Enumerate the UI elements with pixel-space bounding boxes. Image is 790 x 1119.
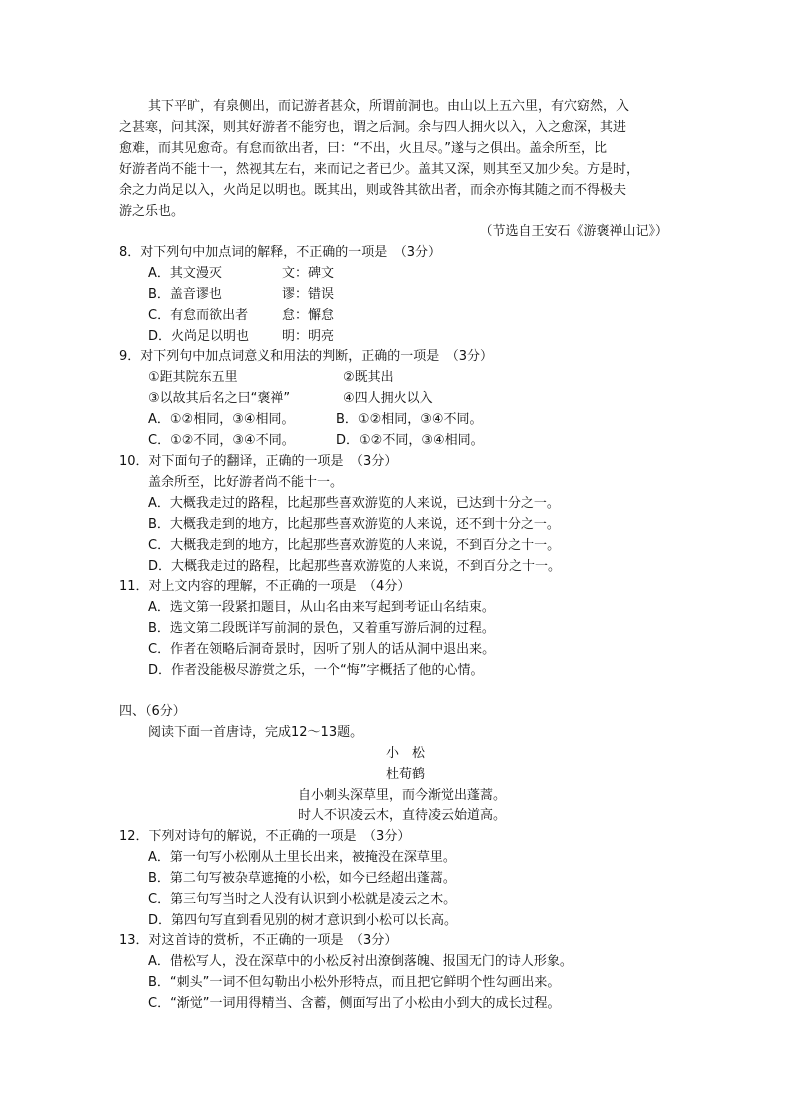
- question-stem: 10．对下面句子的翻译，正确的一项是 （3分）: [119, 454, 398, 469]
- passage-source: （节选自王安石《游褒禅山记》）: [479, 224, 668, 239]
- option-b: B．“刺头”一词不但勾勒出小松外形特点，而且把它鲜明个性勾画出来。: [148, 975, 561, 990]
- option-b: B．盖音谬也: [148, 287, 222, 302]
- question-stem: 11．对上文内容的理解，不正确的一项是 （4分）: [119, 579, 411, 594]
- question-stem: 8．对下列句中加点词的解释，不正确的一项是 （3分）: [119, 245, 442, 260]
- option-d: D．作者没能极尽游赏之乐，一个“悔”字概括了他的心情。: [148, 663, 484, 678]
- question-stem: 9．对下列句中加点词意义和用法的判断，正确的一项是 （3分）: [119, 349, 494, 364]
- option-b: B．选文第二段既详写前洞的景色，又着重写游后洞的过程。: [148, 621, 495, 636]
- passage-line: 游之乐也。: [119, 204, 185, 219]
- option-a: A．①②相同，③④相同。: [148, 412, 295, 427]
- passage-line: 愈难，而其见愈奇。有怠而欲出者，曰：“不出，火且尽。”遂与之俱出。盖余所至，比: [119, 141, 607, 156]
- option-b: B．第二句写被杂草遮掩的小松，如今已经超出蓬蒿。: [148, 871, 456, 886]
- option-a: A．选文第一段紧扣题目，从山名由来写起到考证山名结束。: [148, 600, 495, 615]
- option-b: B．大概我走到的地方，比起那些喜欢游览的人来说，还不到十分之一。: [148, 517, 560, 532]
- option-c: C．大概我走到的地方，比起那些喜欢游览的人来说，不到百分之十一。: [148, 538, 561, 553]
- passage-line: 余之力尚足以入，火尚足以明也。既其出，则或咎其欲出者，而余亦悔其随之而不得极夫: [119, 183, 627, 198]
- item-2: ②既其出: [343, 370, 394, 385]
- passage-line: 好游者尚不能十一，然视其左右，来而记之者已少。盖其又深，则其至又加少矣。方是时，: [119, 162, 640, 177]
- option-b: B．①②相同，③④不同。: [336, 412, 483, 427]
- poem-line: 时人不识凌云木，直待凌云始道高。: [298, 808, 507, 823]
- option-a: A．借松写人，没在深草中的小松反衬出潦倒落魄、报国无门的诗人形象。: [148, 954, 573, 969]
- item-3: ③以故其后名之曰“褒禅”: [148, 391, 291, 406]
- option-d: D．①②不同，③④相同。: [336, 433, 484, 448]
- section-heading: 四、（6分）: [119, 704, 186, 719]
- option-c: C．“渐觉”一词用得精当、含蓄，侧面写出了小松由小到大的成长过程。: [148, 996, 561, 1011]
- question-stem: 12．下列对诗句的解说，不正确的一项是 （3分）: [119, 829, 411, 844]
- question-sentence: 盖余所至，比好游者尚不能十一。: [148, 475, 344, 490]
- option-a: A．大概我走过的路程，比起那些喜欢游览的人来说，已达到十分之一。: [148, 496, 560, 511]
- option-a: A．其文漫灭: [148, 266, 222, 281]
- option-c: C．第三句写当时之人没有认识到小松就是凌云之木。: [148, 892, 457, 907]
- option-b-gloss: 谬：错误: [282, 287, 335, 302]
- option-d: D．大概我走过的路程，比起那些喜欢游览的人来说，不到百分之十一。: [148, 559, 562, 574]
- option-c: C．作者在领略后洞奇景时，因听了别人的话从洞中退出来。: [148, 642, 496, 657]
- poem-title: 小 松: [386, 746, 426, 761]
- item-1: ①距其院东五里: [148, 370, 238, 385]
- item-4: ④四人拥火以入: [343, 391, 433, 406]
- poem-line: 自小刺头深草里，而今渐觉出蓬蒿。: [298, 788, 507, 803]
- option-d: D．第四句写直到看见别的树才意识到小松可以长高。: [148, 913, 458, 928]
- option-c: C．有怠而欲出者: [148, 308, 249, 323]
- option-a-gloss: 文：碑文: [282, 266, 335, 281]
- option-c-gloss: 怠：懈怠: [282, 308, 335, 323]
- option-a: A．第一句写小松刚从土里长出来，被掩没在深草里。: [148, 850, 456, 865]
- option-c: C．①②不同，③④不同。: [148, 433, 295, 448]
- poem-author: 杜荀鹤: [386, 767, 426, 782]
- question-stem: 13．对这首诗的赏析，不正确的一项是 （3分）: [119, 933, 398, 948]
- option-d-gloss: 明：明亮: [282, 329, 335, 344]
- option-d: D．火尚足以明也: [148, 329, 250, 344]
- passage-line: 其下平旷，有泉侧出，而记游者甚众，所谓前洞也。由山以上五六里，有穴窈然，入: [148, 99, 630, 114]
- passage-line: 之甚寒，问其深，则其好游者不能穷也，谓之后洞。余与四人拥火以入，入之愈深，其进: [119, 120, 627, 135]
- section-intro: 阅读下面一首唐诗，完成12～13题。: [148, 725, 364, 740]
